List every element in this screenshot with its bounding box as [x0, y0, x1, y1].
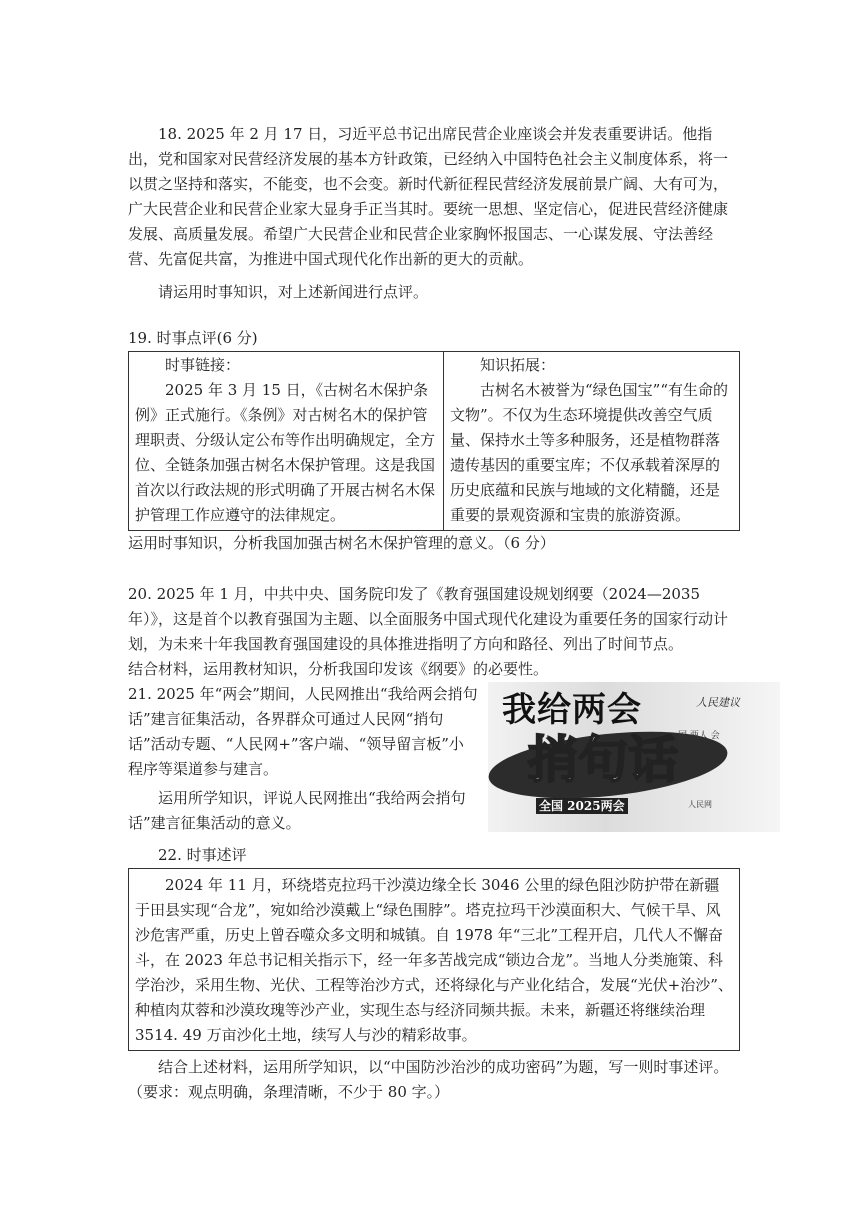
- q19-prompt: 运用时事知识，分析我国加强古树名木保护管理的意义。（6 分）: [128, 534, 555, 552]
- q20-body: 20. 2025 年 1 月，中共中央、国务院印发了《教育强国建设规划纲要（2024—2035 年）》，这是首个以教育强国为主题、以全面服务中国式现代化建设为重要任务的国家行动计划，为未来十年我国教育强国建设的具体推进指明了方向和路径、列出了时间节点。: [128, 585, 729, 653]
- q19-right-body: 古树名木被誉为“绿色国宝”“有生命的文物”。不仅为生态环境提供改善空气质量、保持水土等多种服务，还是植物群落遗传基因的重要宝库；不仅承载着深厚的历史底蕴和民族与地域的文化精髓，还是重要的景观资源和宝贵的旅游资源。: [450, 381, 729, 524]
- question-22: [128, 843, 740, 1105]
- q19-right-head: 知识拓展：: [480, 356, 556, 374]
- q19-title: 19. 时事点评(6 分): [128, 329, 258, 347]
- q22-title: 22. 时事述评: [158, 846, 247, 864]
- question-18: [128, 122, 740, 305]
- q21-body: 21. 2025 年“两会”期间，人民网推出“我给两会捎句话”建言征集活动，各界群众可通过人民网“捎句话”活动专题、“人民网+”客户端、“领导留言板”小程序等渠道参与建言。: [128, 685, 478, 778]
- poster-tag2: 全国 2025两会: [536, 798, 628, 814]
- q22-prompt: 结合上述材料，运用所学知识，以“中国防沙治沙的成功密码”为题，写一则时事述评。（要求：观点明确，条理清晰，不少于 80 字。）: [128, 1058, 729, 1101]
- q22-material-box: [128, 868, 740, 1051]
- q19-left-cell: [129, 352, 443, 530]
- q22-box-text: 2024 年 11 月，环绕塔克拉玛干沙漠边缘全长 3046 公里的绿色阻沙防护带在新疆于田县实现“合龙”，宛如给沙漠戴上“绿色围脖”。塔克拉玛干沙漠面积大、气候干旱、风沙危害严重，历史上曾吞噬众多文明和城镇。自 1978 年“三北”工程开启，几代人不懈奋斗，在 2023 年总书记相关指示下，经一年多苦战完成“锁边合龙”。当地人分类施策、科学治沙，采用生物、光伏、工程等治沙方式，还将绿化与产业化结合，发展“光伏+治沙”、种植肉苁蓉和沙漠玫瑰等沙产业，实现生态与经济同频共振。未来，新疆还将继续治理 3514. 49 万亩沙化土地，续写人与沙的精彩故事。: [135, 876, 733, 1044]
- q20-prompt: 结合材料，运用教材知识，分析我国印发该《纲要》的必要性。: [128, 660, 549, 678]
- question-20: [128, 582, 740, 682]
- q18-body: 18. 2025 年 2 月 17 日，习近平总书记出席民营企业座谈会并发表重要讲话。他指出，党和国家对民营经济发展的基本方针政策，已经纳入中国特色社会主义制度体系，将一以贯之坚持和落实，不能变，也不会变。新时代新征程民营经济发展前景广阔、大有可为，广大民营企业和民营企业家大显身手正当其时。要统一思想、坚定信心，促进民营经济健康发展、高质量发展。希望广大民营企业和民营企业家胸怀报国志、一心谋发展、守法善经营、先富促共富，为推进中国式现代化作出新的更大的贡献。: [128, 125, 729, 268]
- question-21: [128, 682, 478, 836]
- q19-left-body: 2025 年 3 月 15 日，《古树名木保护条例》正式施行。《条例》对古树名木的保护管理职责、分级认定公布等作出明确规定，全方位、全链条加强古树名木保护管理。这是我国首次以行政法规的形式明确了开展古树名木保护管理工作应遵守的法律规定。: [135, 381, 436, 524]
- poster-tag3: 人民网: [688, 800, 712, 809]
- question-19: [128, 326, 740, 556]
- q19-right-cell: [443, 352, 739, 530]
- q19-material-table: [128, 351, 740, 531]
- q18-prompt: 请运用时事知识，对上述新闻进行点评。: [158, 283, 429, 301]
- q21-prompt: 运用所学知识，评说人民网推出“我给两会捎句话”建言征集活动的意义。: [128, 789, 466, 832]
- poster-line2: 捎句话: [528, 731, 678, 789]
- poster-tag1: 国 两人 会: [678, 731, 720, 741]
- two-sessions-poster: [488, 682, 780, 832]
- poster-brand: 人民建议: [696, 696, 740, 709]
- q19-left-head: 时事链接：: [165, 356, 241, 374]
- poster-line1: 我给两会: [502, 690, 642, 730]
